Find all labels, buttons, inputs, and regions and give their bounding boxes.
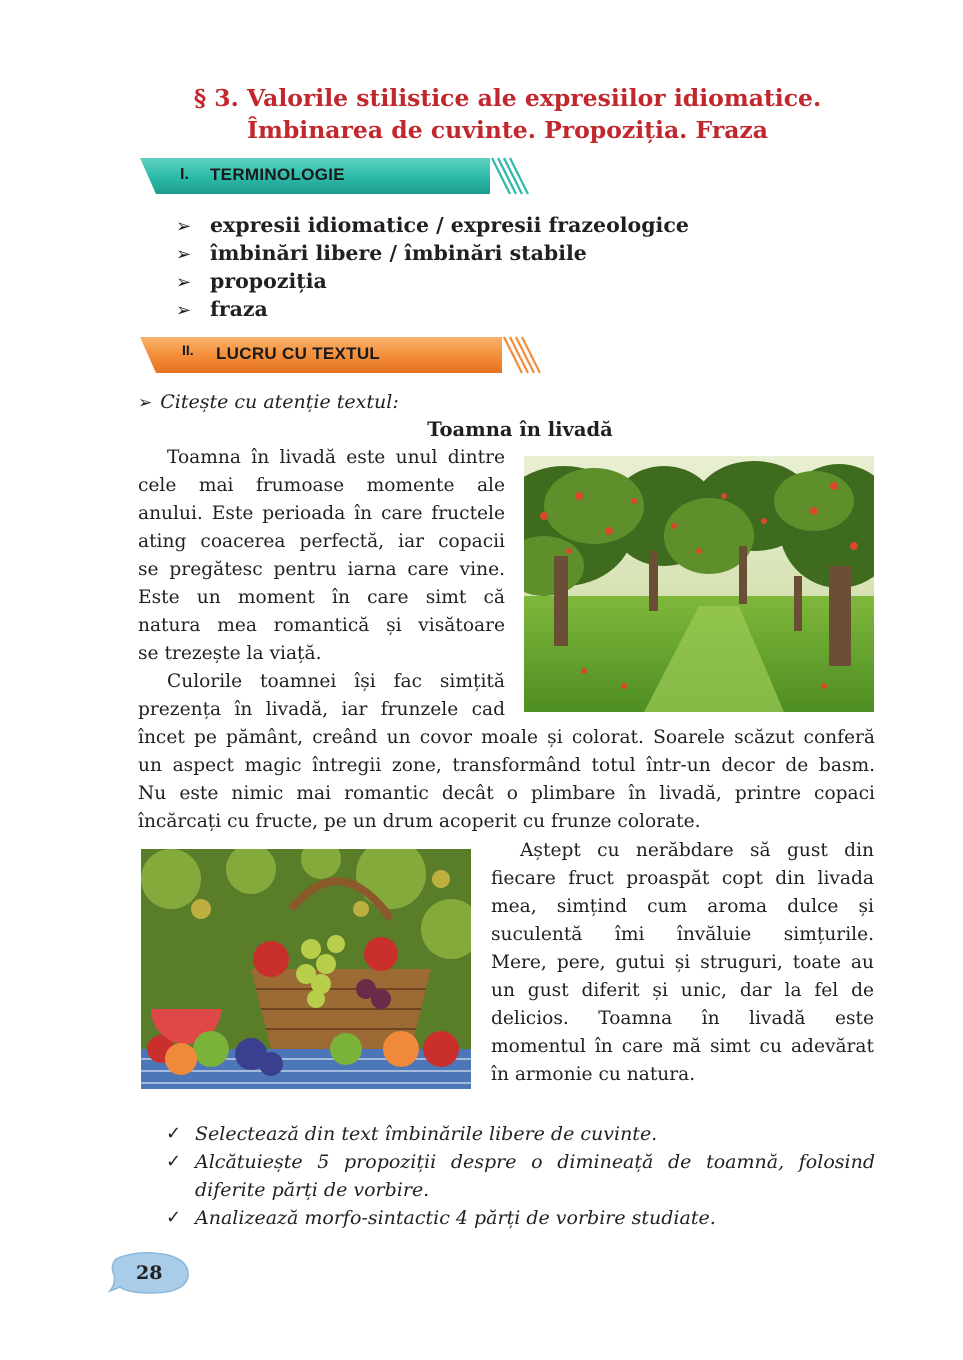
arrow-bullet-icon: ➢ — [176, 244, 192, 265]
story-line: se pregătesc pentru iarna care vine. — [138, 559, 505, 580]
chapter-heading-line-2: Îmbinarea de cuvinte. Propoziția. Fraza — [247, 116, 768, 144]
story-line: se trezește la viață. — [138, 643, 322, 664]
checkmark-icon: ✓ — [166, 1123, 182, 1144]
story-line: natura mea romantică și visătoare — [138, 615, 505, 636]
story-line: încet pe pământ, creând un covor moale și colorat. Soarele scăzut conferă — [138, 727, 875, 748]
section-banner-text-work — [140, 335, 545, 375]
story-line: cele mai frumoase momente ale — [138, 475, 505, 496]
arrow-bullet-icon: ➢ — [176, 300, 192, 321]
story-line: Este un moment în care simt că — [138, 587, 505, 608]
chapter-heading-line-1: § 3. Valorile stilistice ale expresiilor idiomatice. — [193, 84, 822, 112]
story-line: prezența în livadă, iar frunzele cad — [138, 699, 505, 720]
story-line: ating coacerea perfectă, iar copacii — [138, 531, 505, 552]
task-item: ✓ Analizează morfo-sintactic 4 părți de vorbire studiate. — [166, 1204, 875, 1232]
story-line: mea, simțind cum aroma dulce și — [491, 896, 874, 917]
arrow-bullet-icon: ➢ — [138, 393, 153, 413]
orchard-photo — [524, 456, 874, 712]
story-line: fiecare fruct proaspăt copt din livada — [491, 868, 874, 889]
story-title: Toamna în livadă — [427, 418, 613, 441]
story-line: Nu este nimic mai romantic decât o plimbare în livadă, printre copaci — [138, 783, 875, 804]
section-number: I. — [180, 166, 189, 183]
page-number-badge — [108, 1249, 190, 1295]
story-line: delicios. Toamna în livadă este — [491, 1008, 874, 1029]
story-line: Aștept cu nerăbdare să gust din — [520, 840, 874, 861]
checkmark-icon: ✓ — [166, 1151, 182, 1172]
page-number: 28 — [136, 1262, 163, 1284]
chapter-heading — [140, 82, 875, 146]
arrow-bullet-icon: ➢ — [176, 272, 192, 293]
story-line: un gust diferit și unic, dar la fel de — [491, 980, 874, 1001]
terminology-list — [176, 211, 689, 323]
story-line: încărcați cu fructe, pe un drum acoperit cu frunze colorate. — [138, 811, 701, 832]
section-number: II. — [182, 342, 194, 358]
fruit-basket-photo — [141, 849, 471, 1089]
story-line: în armonie cu natura. — [491, 1064, 696, 1085]
story-line: Mere, pere, gutui și struguri, toate au — [491, 952, 874, 973]
story-line: anului. Este perioada în care fructele — [138, 503, 505, 524]
list-item: ➢ expresii idiomatice / expresii frazeologice — [176, 211, 689, 239]
reading-instruction: ➢ Citește cu atenție textul: — [138, 391, 399, 413]
task-item: ✓ Selectează din text îmbinările libere de cuvinte. — [166, 1120, 875, 1148]
list-item: ➢ fraza — [176, 295, 689, 323]
task-list — [166, 1120, 875, 1232]
task-item: ✓ Alcătuiește 5 propoziții despre o dimineață de toamnă, folosind diferite părți de vorbire. — [166, 1148, 875, 1204]
section-banner-terminology — [140, 156, 532, 196]
list-item: ➢ îmbinări libere / îmbinări stabile — [176, 239, 689, 267]
checkmark-icon: ✓ — [166, 1207, 182, 1228]
story-line: Toamna în livadă este unul dintre — [167, 447, 505, 468]
story-line: suculentă îmi învăluie simțurile. — [491, 924, 874, 945]
arrow-bullet-icon: ➢ — [176, 216, 192, 237]
section-label: TERMINOLOGIE — [210, 165, 345, 184]
story-line: un aspect magic întregii zone, transformând totul într-un decor de basm. — [138, 755, 875, 776]
story-line: Culorile toamnei își fac simțită — [167, 671, 505, 692]
list-item: ➢ propoziția — [176, 267, 689, 295]
section-label: LUCRU CU TEXTUL — [216, 344, 381, 363]
story-line: momentul în care mă simt cu adevărat — [491, 1036, 874, 1057]
